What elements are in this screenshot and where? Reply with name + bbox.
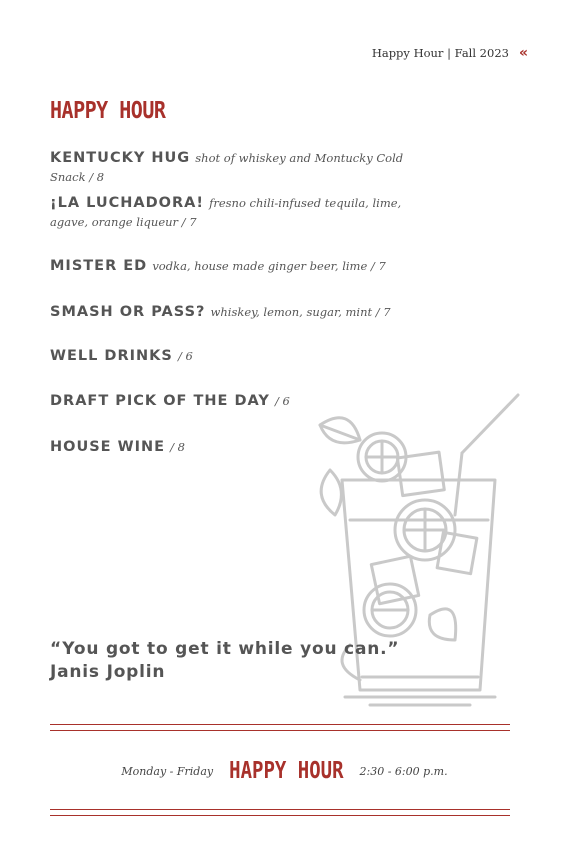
quote xyxy=(50,638,399,684)
footer-time: 2:30 - 6:00 p.m. xyxy=(359,764,448,778)
divider-bottom xyxy=(50,809,510,816)
menu-item xyxy=(50,302,430,321)
item-name: DRAFT PICK OF THE DAY xyxy=(50,393,270,409)
section-title: HAPPY HOUR xyxy=(50,96,166,124)
menu-item xyxy=(50,193,430,231)
item-desc: / 8 xyxy=(170,440,186,454)
page-header xyxy=(372,45,525,61)
menu-item xyxy=(50,256,430,275)
item-desc: whiskey, lemon, sugar, mint / 7 xyxy=(210,305,391,319)
item-desc: shot of whiskey and Montucky Cold Snack / 8 xyxy=(50,151,404,184)
footer-days: Monday - Friday xyxy=(121,764,214,778)
double-chevron-left-icon[interactable]: « xyxy=(518,45,525,61)
footer xyxy=(0,757,569,785)
item-desc: fresno chili-infused tequila, lime, agave, orange liqueur / 7 xyxy=(50,196,402,229)
menu-item xyxy=(50,148,430,186)
menu-item xyxy=(50,346,430,365)
item-desc: / 6 xyxy=(177,349,193,363)
item-name: KENTUCKY HUG xyxy=(50,150,191,166)
item-name: SMASH OR PASS? xyxy=(50,304,206,320)
divider-top xyxy=(50,724,510,731)
quote-text: “You got to get it while you can.” xyxy=(50,639,400,659)
item-name: HOUSE WINE xyxy=(50,439,166,455)
item-desc: / 6 xyxy=(274,394,290,408)
quote-author: Janis Joplin xyxy=(50,662,166,682)
item-desc: vodka, house made ginger beer, lime / 7 xyxy=(152,259,386,273)
item-name: MISTER ED xyxy=(50,258,148,274)
footer-brand: HAPPY HOUR xyxy=(229,757,344,785)
item-name: WELL DRINKS xyxy=(50,348,173,364)
header-label: Happy Hour | Fall 2023 xyxy=(371,46,509,60)
item-name: ¡LA LUCHADORA! xyxy=(50,195,204,211)
